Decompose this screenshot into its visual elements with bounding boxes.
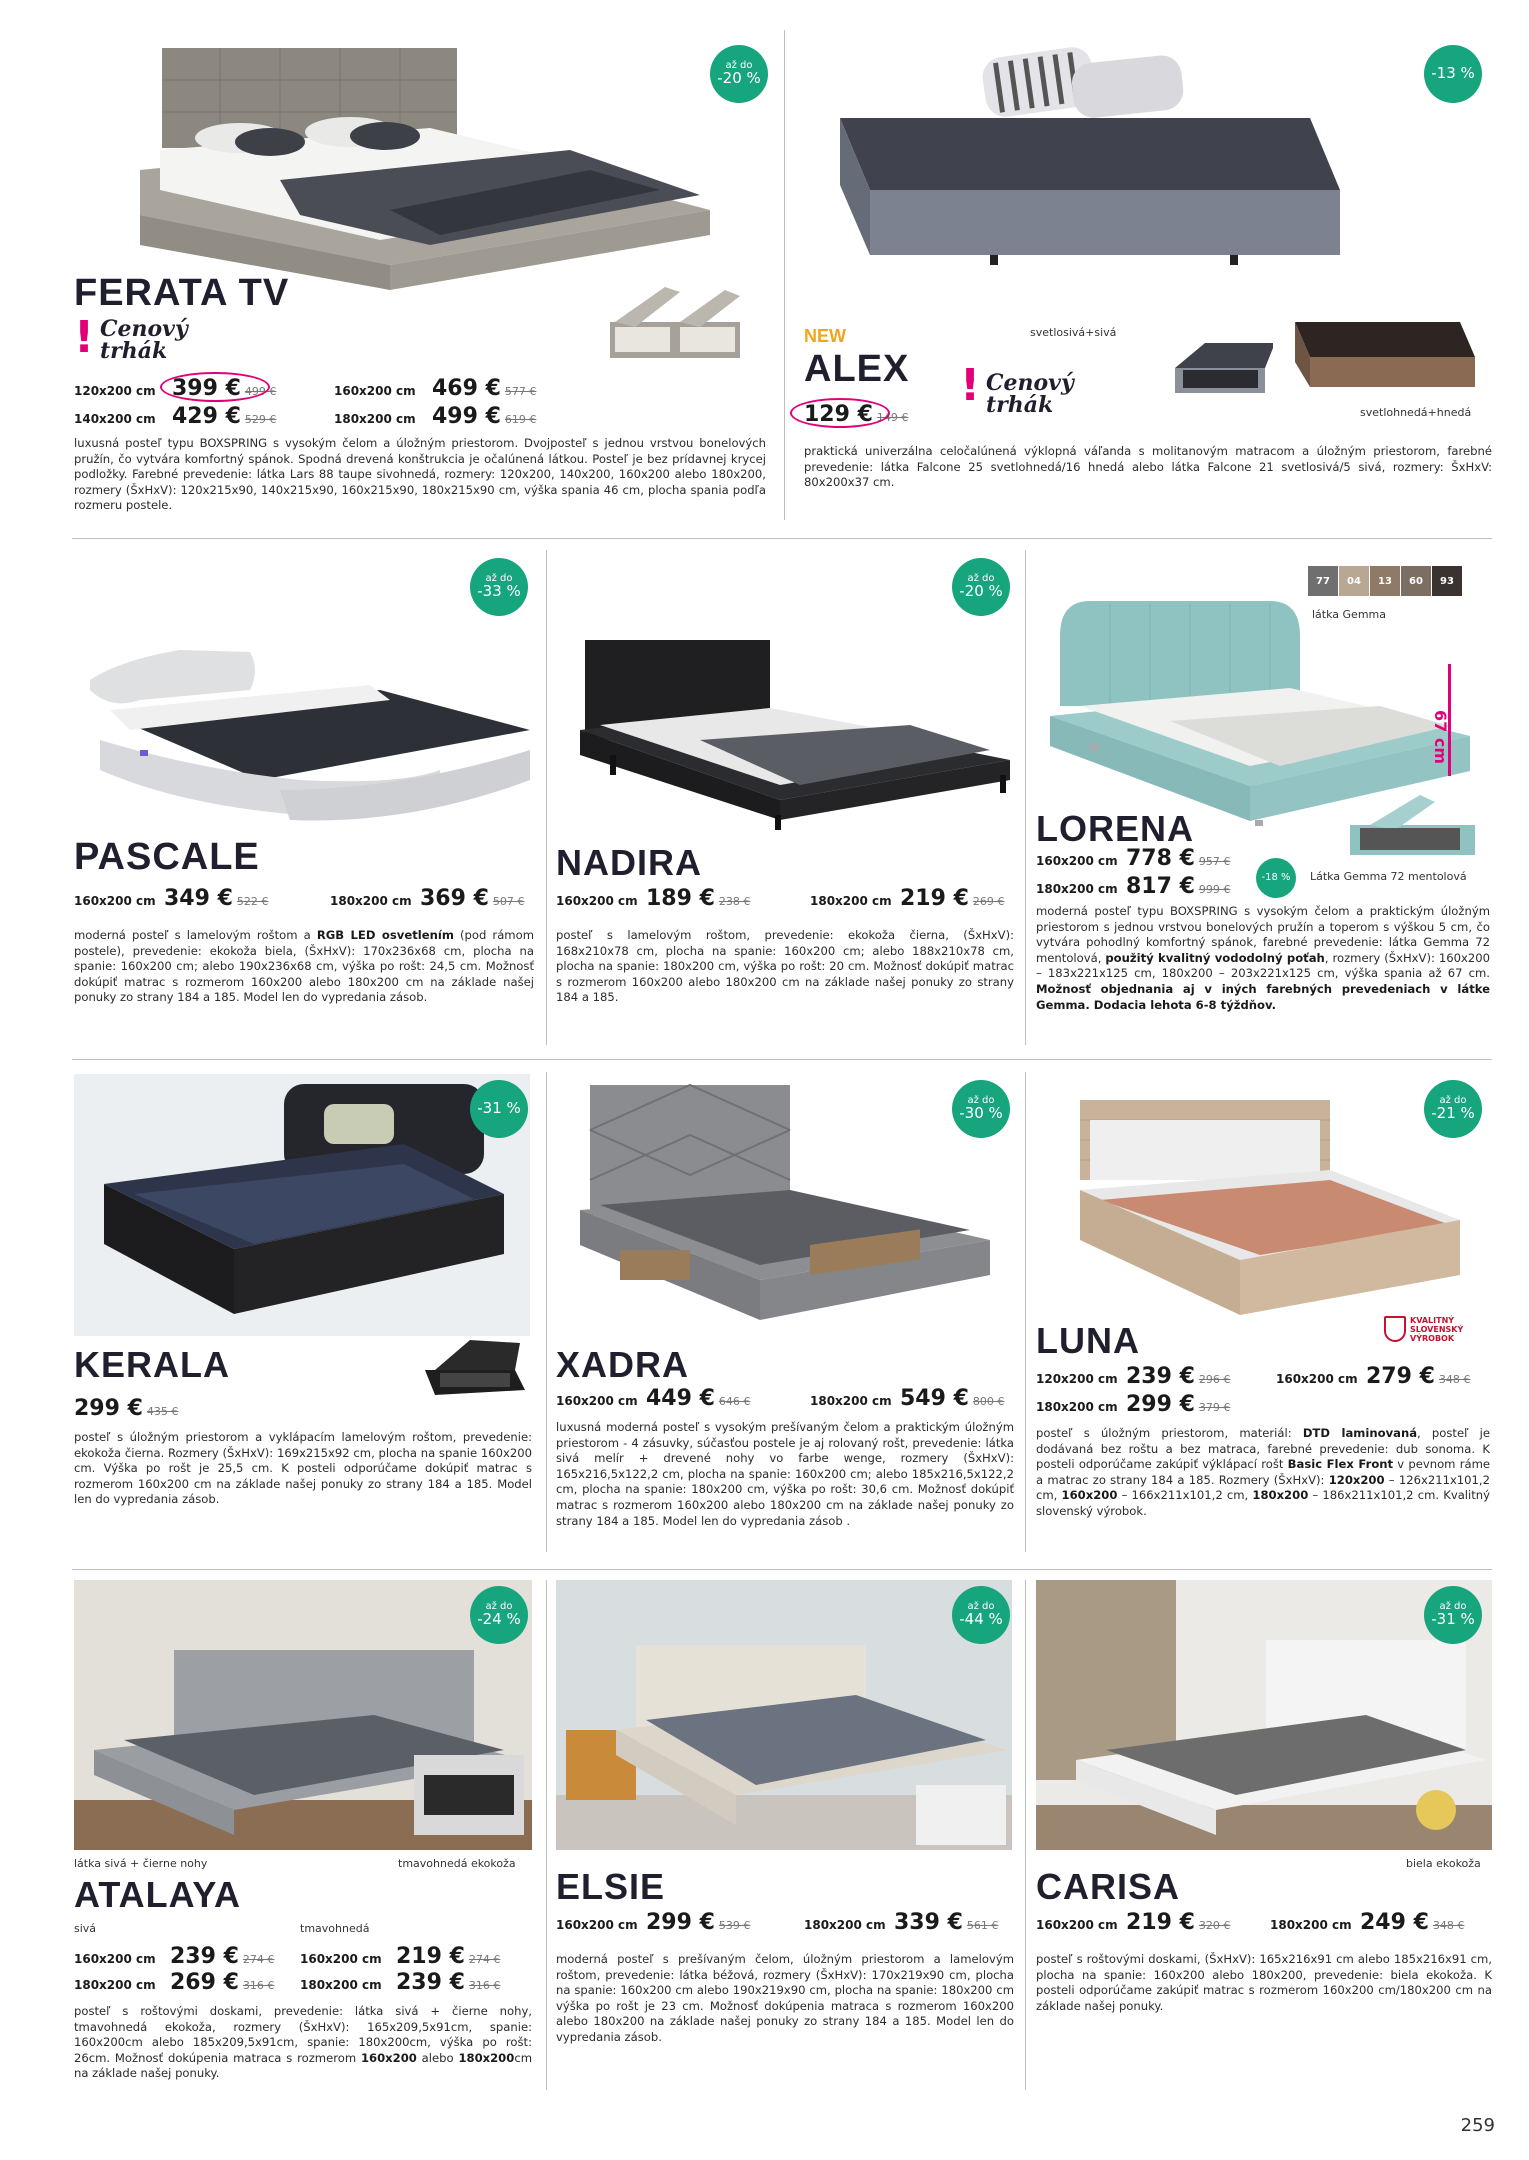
atalaya-caption-grey: látka sivá + čierne nohy — [74, 1857, 208, 1870]
carisa-description: posteľ s roštovými doskami, (ŠxHxV): 165x216x91 cm alebo 185x216x91 cm, plocha na spanie: 160x200 alebo 180x200, prevedenie: biela ekokoža. K posteli odporúčame zakúpiť matrac s rozmerom 160x200 cm/180x200 cm na základe našej ponuky. — [1036, 1952, 1492, 2013]
alex-open-storage-image — [1165, 338, 1273, 398]
luna-description: posteľ s úložným priestorom, materiál: DTD laminovaná, posteľ je dodávaná bez roštu a bez matraca, farebné prevedenie: dub sonoma. K posteli odporúčame zakúpiť výklápací rošt Basic Flex Front v pevnom ráme a matrac zo strany 184 a 185. Rozmery (ŠxHxV): 120x200 – 126x211x101,2 cm, 160x200 – 166x211x101,2 cm, 180x200 – 186x211x101,2 cm. Kvalitný slovenský výrobok. — [1036, 1426, 1490, 1518]
carisa-name: CARISA — [1036, 1866, 1181, 1907]
lorena-swatch-77[interactable]: 77 — [1308, 566, 1338, 596]
luna-bed-image — [1060, 1090, 1470, 1320]
lorena-storage-image — [1340, 790, 1485, 860]
alex-name: ALEX — [804, 348, 910, 390]
lorena-fabric-caption: Látka Gemma 72 mentolová — [1310, 870, 1467, 883]
luna-price-180: 180x200 cm 299 € 379 € — [1036, 1392, 1231, 1417]
nadira-description: posteľ s lamelovým roštom, prevedenie: ekokoža čierna, (ŠxHxV): 168x210x78 cm, plocha na spanie: 160x200 cm; alebo 188x210x78 cm, plocha na spanie: 180x200 cm, výška po rošt: 20 cm. Možnosť dokúpiť matrac s rozmerom 160x200 alebo 180x200 cm na základe našej ponuky zo strany 184 a 185. — [556, 928, 1014, 1005]
alex-description: praktická univerzálna celočalúnená výklopná váľanda s molitanovým matracom a úložným priestorom, farebné prevedenie: látka Falcone 25 svetlohnedá/16 hnedá alebo látka Falcone 21 svetlosivá/5 sivá, rozmery: ŠxHxV: 80x200x37 cm. — [804, 444, 1492, 490]
ferata-price-120: 120x200 cm 399 € 499 € — [74, 376, 277, 401]
ferata-bed-image — [140, 40, 730, 290]
ferata-name: FERATA TV — [74, 272, 290, 314]
luna-price-120: 120x200 cm 239 € 296 € — [1036, 1364, 1231, 1389]
elsie-price-160: 160x200 cm 299 € 539 € — [556, 1910, 751, 1935]
alex-trhak-mark: ! — [960, 360, 981, 411]
lorena-swatch-60[interactable]: 60 — [1401, 566, 1431, 596]
lorena-price-180: 180x200 cm 817 € 999 € — [1036, 874, 1231, 899]
lorena-height-label: 67 cm — [1431, 710, 1450, 764]
kerala-price: 299 € 435 € — [74, 1396, 179, 1421]
nadira-name: NADIRA — [556, 842, 702, 883]
elsie-bed-image — [556, 1580, 1012, 1850]
alex-new-tag: NEW — [804, 326, 846, 346]
kerala-discount-badge: -31 % — [470, 1080, 528, 1138]
atalaya-discount-badge: až do -24 % — [470, 1586, 528, 1644]
divider-h3 — [72, 1569, 1492, 1570]
nadira-bed-image — [580, 630, 1010, 830]
xadra-name: XADRA — [556, 1344, 690, 1385]
divider-v7 — [1025, 1580, 1026, 2090]
alex-price-highlight — [790, 398, 890, 428]
atalaya-col-grey: sivá — [74, 1922, 97, 1935]
ferata-price-highlight — [160, 372, 270, 402]
pascale-price-160: 160x200 cm 349 € 522 € — [74, 886, 269, 911]
pascale-name: PASCALE — [74, 836, 260, 878]
luna-name: LUNA — [1036, 1320, 1140, 1361]
divider-v1 — [784, 30, 785, 520]
nadira-price-180: 180x200 cm 219 € 269 € — [810, 886, 1005, 911]
lorena-small-badge: -18 % — [1256, 858, 1296, 898]
ferata-trhak-mark: ! — [74, 312, 95, 363]
pascale-price-180: 180x200 cm 369 € 507 € — [330, 886, 525, 911]
alex-discount-badge: -13 % — [1424, 45, 1482, 103]
kerala-bed-image — [74, 1074, 530, 1336]
nadira-discount-badge: až do -20 % — [952, 558, 1010, 616]
luna-price-160: 160x200 cm 279 € 348 € — [1276, 1364, 1471, 1389]
elsie-price-180: 180x200 cm 339 € 561 € — [804, 1910, 999, 1935]
pascale-discount-badge: až do -33 % — [470, 558, 528, 616]
ferata-price-160: 160x200 cm 469 € 577 € — [334, 376, 537, 401]
atalaya-price-brown-160: 160x200 cm 219 € 274 € — [300, 1944, 501, 1969]
nadira-price-160: 160x200 cm 189 € 238 € — [556, 886, 751, 911]
pascale-description: moderná posteľ s lamelovým roštom a RGB LED osvetlením (pod rámom postele), prevedenie: ekokoža biela, (ŠxHxV): 170x236x68 cm, plocha na spanie: 160x200 cm; alebo 190x236x68 cm, výška po rošt: 24,5 cm. Možnosť dokúpiť matrac s rozmerom 160x200 alebo 180x200 cm na základe našej ponuky zo strany 184 a 185. Model len do vypredania zásob. — [74, 928, 534, 1005]
xadra-description: luxusná moderná posteľ s vysokým prešívaným čelom a praktickým úložným priestorom - 4 zásuvky, súčasťou postele je aj rolovaný rošt, prevedenie: látka sivá melír + drevené nohy vo farbe wenge, rozmery (ŠxHxV): 165x216,5x122,2 cm, plocha na spanie: 160x200 cm; alebo 185x216,5x122,2 cm, plocha na spanie: 180x200 cm, výška po rošt: 30,6 cm. Možnosť dokúpiť matrac s rozmerom 160x200 alebo 180x200 cm na základe našej ponuky zo strany 184 a 185. Model len do vypredania zásob . — [556, 1420, 1014, 1528]
alex-brown-variant-image — [1290, 302, 1480, 400]
ferata-storage-image — [605, 282, 745, 364]
elsie-name: ELSIE — [556, 1866, 666, 1907]
xadra-bed-image — [560, 1080, 1000, 1336]
lorena-swatch-13[interactable]: 13 — [1370, 566, 1400, 596]
atalaya-description: posteľ s roštovými doskami, prevedenie: látka sivá + čierne nohy, tmavohnedá ekokoža, rozmery (ŠxHxV): 165x209,5x91cm, spanie: 160x200cm alebo 185x209,5x91cm, spanie: 180x200cm, výška po rošt: 26cm. Možnosť dokúpenia matraca s rozmerom 160x200 alebo 180x200cm na základe našej ponuky. — [74, 2004, 532, 2081]
lorena-fabric-label: látka Gemma — [1312, 608, 1386, 621]
atalaya-price-grey-160: 160x200 cm 239 € 274 € — [74, 1944, 275, 1969]
atalaya-name: ATALAYA — [74, 1874, 242, 1915]
divider-v3 — [1025, 550, 1026, 1045]
divider-h2 — [72, 1059, 1492, 1060]
ferata-trhak: Cenový trhák — [100, 316, 188, 364]
divider-v5 — [1025, 1072, 1026, 1552]
xadra-price-180: 180x200 cm 549 € 800 € — [810, 1386, 1005, 1411]
alex-caption-grey: svetlosivá+sivá — [1030, 326, 1117, 339]
shield-icon — [1384, 1316, 1406, 1342]
kerala-name: KERALA — [74, 1344, 230, 1385]
luna-discount-badge: až do -21 % — [1424, 1080, 1482, 1138]
divider-v6 — [546, 1580, 547, 2090]
lorena-price-160: 160x200 cm 778 € 957 € — [1036, 846, 1231, 871]
kerala-description: posteľ s úložným priestorom a vyklápacím lamelovým roštom, prevedenie: ekokoža čierna. Rozmery (ŠxHxV): 169x215x92 cm, plocha na spanie 160x200 cm. Výška po rošt je 25,5 cm. K posteli odporúčame dokúpiť matrac s rozmerom 160x200 cm na základe našej ponuky zo strany 184 a 185. Model len do vypredania zásob. — [74, 1430, 532, 1507]
atalaya-price-grey-180: 180x200 cm 269 € 316 € — [74, 1970, 275, 1995]
ferata-price-140: 140x200 cm 429 € 529 € — [74, 404, 277, 429]
lorena-swatch-93[interactable]: 93 — [1432, 566, 1462, 596]
kerala-storage-image — [420, 1335, 530, 1405]
alex-price: 129 € 149 € — [804, 402, 909, 427]
xadra-discount-badge: až do -30 % — [952, 1080, 1010, 1138]
ferata-price-180: 180x200 cm 499 € 619 € — [334, 404, 537, 429]
divider-v4 — [546, 1072, 547, 1552]
lorena-swatch-04[interactable]: 04 — [1339, 566, 1369, 596]
atalaya-col-brown: tmavohnedá — [300, 1922, 370, 1935]
pascale-bed-image — [80, 630, 530, 830]
alex-sofa-image — [830, 40, 1350, 330]
page-number: 259 — [1460, 2115, 1495, 2136]
atalaya-bed-image — [74, 1580, 532, 1850]
atalaya-caption-brown: tmavohnedá ekokoža — [398, 1857, 516, 1870]
divider-v2 — [546, 550, 547, 1045]
ferata-discount-badge: až do -20 % — [710, 45, 768, 103]
atalaya-price-brown-180: 180x200 cm 239 € 316 € — [300, 1970, 501, 1995]
ferata-description: luxusná posteľ typu BOXSPRING s vysokým čelom a úložným priestorom. Dvojposteľ s jednou vrstvou bonelových pružín, čo vytvára komfortný spánok. Spodná drevená konštrukcia je očalúnená látkou. Posteľ je bez prídavnej krycej podložky. Farebné prevedenie: látka Lars 88 taupe sivohnedá, rozmery: 120x200, 140x200, 160x200 alebo 180x200, rozmery (ŠxHxV): 120x215x90, 140x215x90, 160x215x90, 180x215x90 cm, výška spania 46 cm, plocha spania podľa rozmeru postele. — [74, 436, 766, 513]
lorena-description: moderná posteľ typu BOXSPRING s vysokým čelom a praktickým úložným priestorom s jednou vrstvou bonelových pružín a toperom s výškou 5 cm, čo vytvára pohodlný komfortný spánok, farebné prevedenie: látka Gemma 72 mentolová, použitý kvalitný vododolný poťah, rozmery (ŠxHxV): 160x200 – 183x221x125 cm, 180x200 – 203x221x125 cm, výška spania až 67 cm. Možnosť objednania aj v iných farebných prevedeniach v látke Gemma. Dodacia lehota 6-8 týždňov. — [1036, 904, 1490, 1012]
carisa-price-160: 160x200 cm 219 € 320 € — [1036, 1910, 1231, 1935]
alex-trhak: Cenový trhák — [986, 370, 1074, 418]
divider-h1 — [72, 538, 1492, 539]
xadra-price-160: 160x200 cm 449 € 646 € — [556, 1386, 751, 1411]
carisa-price-180: 180x200 cm 249 € 348 € — [1270, 1910, 1465, 1935]
carisa-discount-badge: až do -31 % — [1424, 1586, 1482, 1644]
alex-caption-brown: svetlohnedá+hnedá — [1360, 406, 1472, 419]
carisa-caption: biela ekokoža — [1406, 1857, 1481, 1870]
elsie-description: moderná posteľ s prešívaným čelom, úložným priestorom a lamelovým roštom, prevedenie: látka béžová, rozmery (ŠxHxV): 170x219x90 cm, plocha na spanie: 160x200 cm alebo 190x219x90 cm, plocha na spanie: 180x200 cm výška po rošt je 23 cm. Možnosť dokúpenia matraca s rozmerom 160x200 alebo 180x200 na základe našej ponuky zo strany 184 a 185. Model len do vypredania zásob. — [556, 1952, 1014, 2044]
elsie-discount-badge: až do -44 % — [952, 1586, 1010, 1644]
lorena-name: LORENA — [1036, 808, 1194, 849]
luna-quality-text: KVALITNÝ SLOVENSKÝ VÝROBOK — [1410, 1316, 1464, 1343]
